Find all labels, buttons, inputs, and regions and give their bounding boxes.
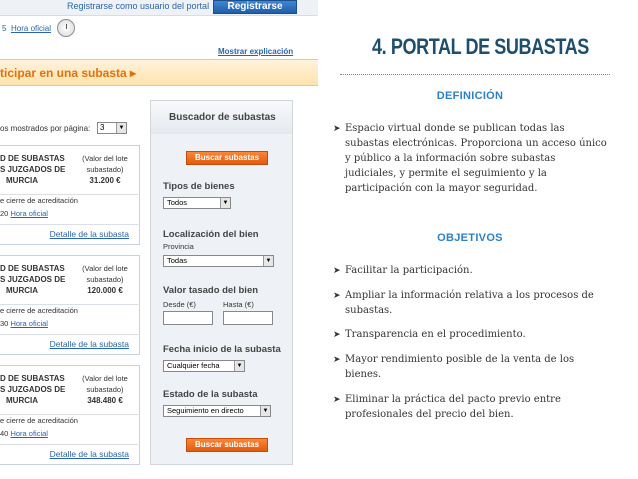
asset-type-label: Tipos de bienes bbox=[163, 181, 235, 192]
search-panel-title: Buscador de subastas bbox=[151, 101, 292, 134]
search-auctions-button-bottom[interactable]: Buscar subastas bbox=[186, 438, 268, 452]
definition-text: Espacio virtual donde se publican todas las subastas electrónicas. Proporciona un acceso único y público a la información sobre subastas judiciales, y permite el seguimiento y la participación con la mayor seguridad. bbox=[345, 123, 607, 194]
per-page-select[interactable] bbox=[97, 122, 127, 134]
per-page-value: 3 bbox=[100, 123, 105, 132]
per-page-label: os mostrados por página: bbox=[0, 124, 91, 133]
register-link[interactable]: Registrarse como usuario del portal bbox=[67, 1, 210, 11]
start-date-label: Fecha inicio de la subasta bbox=[163, 344, 281, 355]
bullet-arrow-icon: ➤ bbox=[333, 124, 341, 134]
chevron-down-icon: ▼ bbox=[260, 406, 270, 416]
bullet-arrow-icon: ➤ bbox=[333, 395, 341, 405]
asset-type-select[interactable]: Todos ▼ bbox=[163, 197, 231, 209]
auction-listing bbox=[0, 365, 140, 465]
auction-listing bbox=[0, 145, 140, 245]
listing-title: D DE SUBASTAS S JUZGADOS DE MURCIA bbox=[0, 154, 66, 185]
chevron-down-icon: ▼ bbox=[220, 198, 230, 208]
chevron-down-icon: ▼ bbox=[116, 123, 126, 133]
auction-detail-link[interactable]: Detalle de la subasta bbox=[0, 444, 138, 462]
bullet-arrow-icon: ➤ bbox=[333, 355, 341, 365]
bullet-arrow-icon: ➤ bbox=[333, 330, 341, 340]
objective-item: Mayor rendimiento posible de la venta de los bienes. bbox=[345, 354, 575, 380]
time-fragment: 5 bbox=[2, 24, 7, 33]
listing-time: 40 Hora oficial bbox=[0, 429, 48, 438]
portal-screenshot bbox=[0, 0, 318, 479]
chevron-down-icon: ▼ bbox=[234, 361, 244, 371]
objective-item: Facilitar la participación. bbox=[345, 265, 473, 276]
bullet-arrow-icon: ➤ bbox=[333, 291, 341, 301]
objective-item: Transparencia en el procedimiento. bbox=[345, 329, 526, 340]
location-label: Localización del bien bbox=[163, 229, 259, 240]
listing-closing: e cierre de acreditación bbox=[0, 416, 78, 425]
objective-item: Eliminar la práctica del pacto previo entre profesionales del precio del bien. bbox=[345, 394, 561, 420]
official-time-link[interactable]: Hora oficial bbox=[10, 319, 48, 328]
register-button[interactable]: Registrarse bbox=[213, 0, 297, 14]
appraised-value-label: Valor tasado del bien bbox=[163, 285, 259, 296]
value-to-input[interactable] bbox=[223, 311, 273, 325]
listing-closing: e cierre de acreditación bbox=[0, 196, 78, 205]
definition-heading: DEFINICIÓN bbox=[436, 90, 504, 102]
listing-title: D DE SUBASTAS S JUZGADOS DE MURCIA bbox=[0, 264, 66, 295]
official-time-link[interactable]: Hora oficial bbox=[10, 429, 48, 438]
to-label: Hasta (€) bbox=[223, 300, 254, 309]
slide-title: 4. PORTAL DE SUBASTAS bbox=[372, 34, 589, 59]
search-auctions-button[interactable]: Buscar subastas bbox=[186, 151, 268, 165]
participate-bar[interactable] bbox=[0, 59, 318, 86]
objective-item: Ampliar la información relativa a los procesos de subastas. bbox=[345, 290, 594, 316]
chevron-down-icon: ▼ bbox=[263, 256, 273, 266]
auction-detail-link[interactable]: Detalle de la subasta bbox=[0, 224, 138, 242]
province-label: Provincia bbox=[163, 242, 194, 251]
value-from-input[interactable] bbox=[163, 311, 213, 325]
from-label: Desde (€) bbox=[163, 300, 196, 309]
listing-time: 30 Hora oficial bbox=[0, 319, 48, 328]
dotted-divider bbox=[340, 74, 610, 75]
listing-time: 20 Hora oficial bbox=[0, 209, 48, 218]
portal-top-bar bbox=[0, 0, 318, 16]
auction-detail-link[interactable]: Detalle de la subasta bbox=[0, 334, 138, 352]
auction-search-panel bbox=[150, 100, 293, 465]
province-select[interactable]: Todas ▼ bbox=[163, 255, 274, 267]
start-date-select[interactable]: Cualquier fecha ▼ bbox=[163, 360, 245, 372]
listing-value: (Valor del lote subastado) 348.480 € bbox=[82, 374, 128, 405]
auction-status-label: Estado de la subasta bbox=[163, 389, 258, 400]
official-time-link[interactable]: Hora oficial bbox=[10, 209, 48, 218]
listing-title: D DE SUBASTAS S JUZGADOS DE MURCIA bbox=[0, 374, 66, 405]
auction-status-select[interactable]: Seguimiento en directo ▼ bbox=[163, 405, 271, 417]
show-explanation-link[interactable]: Mostrar explicación bbox=[218, 47, 294, 56]
listing-closing: e cierre de acreditación bbox=[0, 306, 78, 315]
official-time-link[interactable]: Hora oficial bbox=[11, 24, 52, 33]
clock-icon bbox=[57, 19, 75, 37]
listing-value: (Valor del lote subastado) 31.200 € bbox=[82, 154, 128, 185]
auction-listing bbox=[0, 255, 140, 355]
participate-text: ticipar en una subasta ▸ bbox=[0, 66, 137, 80]
objectives-heading: OBJETIVOS bbox=[437, 232, 503, 244]
listing-value: (Valor del lote subastado) 120.000 € bbox=[82, 264, 128, 295]
bullet-arrow-icon: ➤ bbox=[333, 266, 341, 276]
